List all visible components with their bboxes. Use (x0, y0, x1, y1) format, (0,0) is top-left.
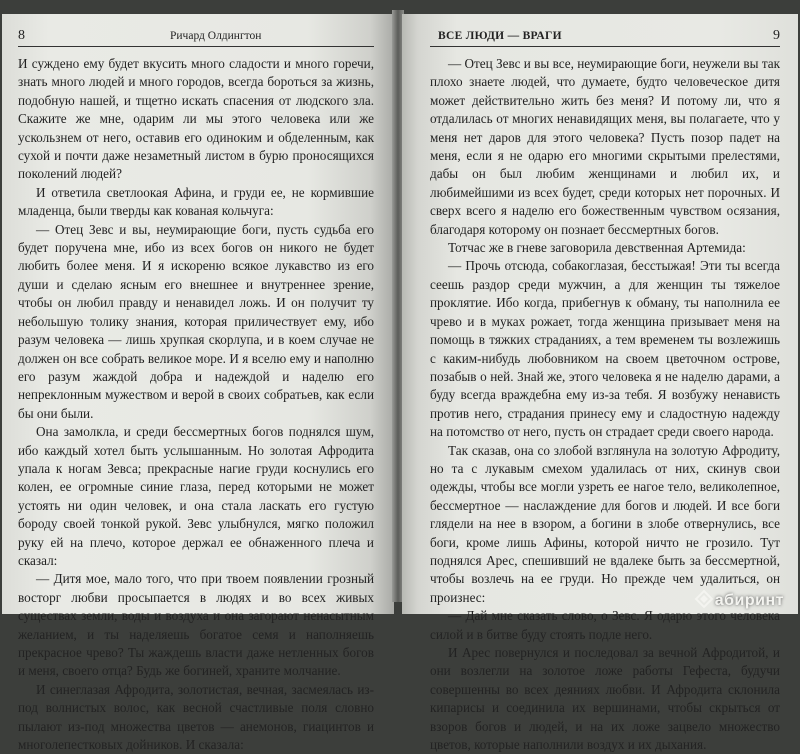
paragraph: Так сказав, она со злобой взглянула на золотую Афродиту, но та с лукавым смехом удалилась от них, скинув свои одежды, чтобы все могли узреть ее нагое тело, великолепное, бессмертное — наслаждение для богов и людей. И все боги глядели на нее в взором, а богини в злобе отвернулись, все боги, кроме лишь Афины, которой ничто не грозило. Тут поднялся Арес, спешивший не вдалеке быть за бессмертной, чтобы возлечь на ее груди. Но прежде чем удалиться, он произнес: (430, 442, 780, 605)
left-page-header (18, 26, 374, 47)
paragraph: — Прочь отсюда, собакоглазая, бесстыжая! Эти ты всегда сеешь раздор среди мужчин, а для женщин ты тяжелое проклятие. Ибо когда, прибегнув к обману, ты наполнила ее чрево и в муках рожает, тогда женщина призывает меня на помощь в тяжких страданиях, а тем временем ты возлежишь с каким-нибудь любовником на своем цветочном острове, позабыв о ней. Знай же, этого человека я не наделю дарами, а буду всегда враждебна ему из-за тебя. Я возбужу ненависть против него, страдания принесу ему и сладостную надежду на потомство от него, пусть он страдает среди своего народа. (430, 258, 780, 440)
paragraph: И синеглазая Афродита, золотистая, вечная, засмеялась из-под волнистых волос, как весной счастливые поля словно пылают из-под множества цветов — анемонов, гиацинтов и многолепестковых дойников. И сказала: (18, 681, 374, 753)
running-title-book: ВСЕ ЛЮДИ — ВРАГИ (438, 30, 562, 42)
paragraph: — Отец Зевс и вы все, неумирающие боги, неужели вы так плохо знаете людей, что думаете, будто человеческое дитя может действительно жить без меня? И потому ли, что я отдалилась от многих ненавидящих меня, вы полагаете, что у меня нет даров для этого человека? Пусть позор падет на меня, если я не одарю его многими скрытыми прелестями, дабы он был любим женщинами и любил их, и любимейшими из всех будет, среди которых нет порочных. И сверх всего я наделю его божественным чувством осязания, благодаря которому он познает бессмертных богов. (430, 56, 780, 237)
paragraph: — Отец Зевс и вы, неумирающие боги, пусть судьба его будет поручена мне, ибо из всех богов он никого не будет любить более меня. И я искореню всякое лукавство из его души и сделаю ясным его внешнее и внутреннее зрение, чтобы он любил правду и ненавидел ложь. И он получит ту небольшую толику знания, которая приличествует ему, ибо разум человека — лишь хрупкая скорлупа, и в коем случае не должен он все собрать великое море. И я вселю ему и наполню его разум жаждой добра и надеждой и наделю его непреклонным мужеством и верой в своих собратьев, как если бы они были. (18, 221, 374, 421)
paragraph: И Арес повернулся и последовал за вечной Афродитой, и они возлегли на золотое ложе работы Гефеста, будучи совершенны во всех деяниях любви. И Афродита склонила кипарисы и соединила их вершинами, чтобы скрыться от взоров богов и людей, и на их ложе зацвело множество цветов, которые наполнили воздух и их дыхания. (430, 645, 780, 753)
watermark-text: абиринт (714, 592, 784, 609)
paragraph: — Дитя мое, мало того, что при твоем появлении грозный восторг любви просыпается в людях и во всех живых существах земли, воды и воздуха и она загорают ненасытным желанием, и ты наделяешь богатое семя и наполняешь прекрасное чрево? Ты жаждешь власти даже нетленных богов и меня, своего отца? Будь же богиней, храните молчание. (18, 571, 374, 679)
paragraph: Она замолкла, и среди бессмертных богов поднялся шум, ибо каждый хотел быть услышанным. Но золотая Афродита упала к ногам Зевса; прекрасные нагие груди коснулись его колен, ее огромные синие глаза, перед которыми не может устоять ни один человек, и она стала ласкать его густую бороду своей тонкой рукой. Зевс улыбнулся, мягко положил руку ей на плечо, которое держал ее обнаженного плеча и сказал: (18, 424, 374, 568)
paragraph: И суждено ему будет вкусить много сладости и много горечи, знать много людей и много городов, всегда бороться за жизнь, подобную нашей, и тщетно искать спасения от людского зла. Скажите же мне, одарим ли мы этого человека или же ускользнем от него, оставив его одиноким и обделенным, как сухой и почти даже незаметный листом в бурю проносящихся поколений людей? (18, 56, 374, 182)
paragraph: И ответила светлоокая Афина, и груди ее, не кормившие младенца, были тверды как кованая кольчуга: (18, 184, 374, 219)
right-page-header (430, 26, 780, 47)
running-title-author: Ричард Олдингтон (170, 30, 262, 42)
paragraph: — Дай мне сказать слово, о Зевс. Я одарю этого человека силой и в битве буду стоять подле него. (430, 608, 780, 642)
right-page-text (430, 55, 780, 754)
left-page (2, 14, 394, 753)
page-number-right: 9 (773, 28, 780, 43)
page-number-left: 8 (18, 28, 25, 43)
labirint-logo-icon (695, 590, 713, 608)
paragraph: Тотчас же в гневе заговорила девственная Артемида: (448, 240, 746, 256)
left-page-text (18, 55, 374, 754)
labirint-watermark (695, 590, 784, 610)
right-page (402, 14, 798, 753)
